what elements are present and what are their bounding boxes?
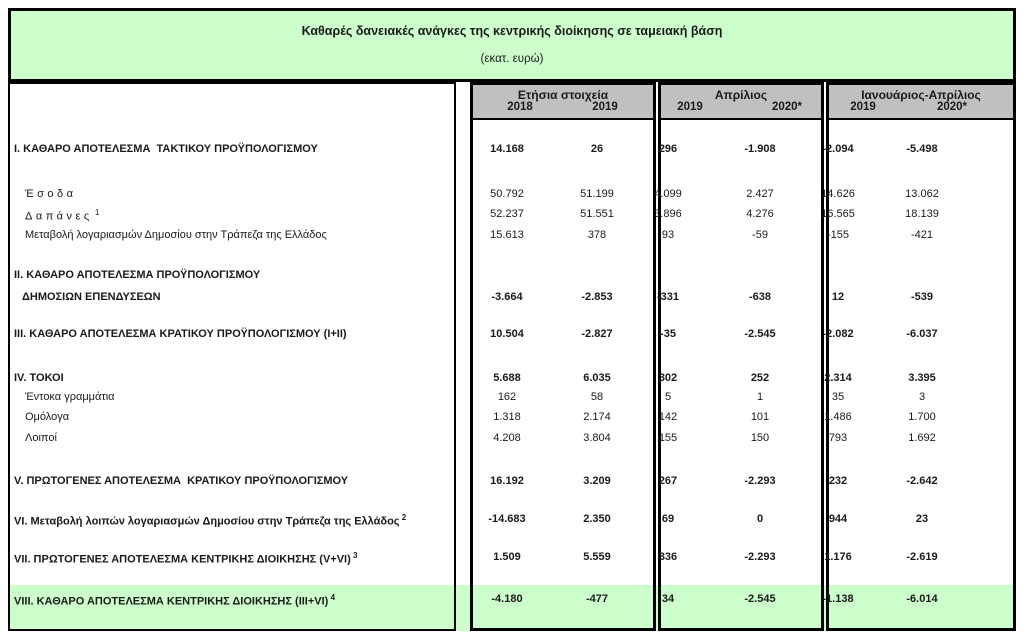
value-cell: 101 <box>750 411 770 423</box>
value-cell: 336 <box>658 551 678 563</box>
value-cell: -155 <box>826 229 850 241</box>
column-group-box <box>826 82 1016 631</box>
table-row <box>8 372 1016 388</box>
value-cell: -14.683 <box>488 513 526 525</box>
value-cell: 155 <box>658 432 678 444</box>
value-cell: 302 <box>658 372 678 384</box>
value-cell: 1.318 <box>493 411 521 423</box>
value-cell: 58 <box>590 391 604 403</box>
value-cell: 1.509 <box>493 551 521 563</box>
table-title: Καθαρές δανειακές ανάγκες της κεντρικής διοίκησης σε ταμειακή βάση <box>301 24 723 38</box>
value-cell: 69 <box>661 513 675 525</box>
value-cell: 1.692 <box>908 432 936 444</box>
value-cell: -6.037 <box>906 328 938 340</box>
value-cell: -2.545 <box>744 328 776 340</box>
row-label: Έσοδα <box>25 188 77 200</box>
table-row <box>8 513 1016 529</box>
table-row <box>8 269 1016 285</box>
value-cell: 2.350 <box>583 513 611 525</box>
row-label: Ομόλογα <box>25 411 70 423</box>
value-cell: 3.395 <box>908 372 936 384</box>
value-cell: 944 <box>828 513 848 525</box>
table-row <box>8 475 1016 491</box>
row-label: VII. ΠΡΩΤΟΓΕΝΕΣ ΑΠΟΤΕΛΕΣΜΑ ΚΕΝΤΡΙΚΗΣ ΔΙΟΙΚΗΣΗΣ (V+VI) $^3$ <box>14 551 358 566</box>
value-cell: -5.498 <box>906 143 938 155</box>
value-cell: -638 <box>748 291 772 303</box>
value-cell: 12 <box>831 291 845 303</box>
column-group-label: Απρίλιος <box>714 88 768 102</box>
table-row <box>8 551 1016 567</box>
row-label-column-box <box>8 82 456 631</box>
value-cell: 150 <box>750 432 770 444</box>
row-label: V. ΠΡΩΤΟΓΕΝΕΣ ΑΠΟΤΕΛΕΣΜΑ ΚΡΑΤΙΚΟΥ ΠΡΟΫΠΟΛΟΓΙΣΜΟΥ <box>14 475 349 487</box>
column-group-box <box>658 82 824 631</box>
table-row <box>8 432 1016 448</box>
value-cell: -477 <box>585 593 609 605</box>
value-cell: 793 <box>828 432 848 444</box>
value-cell: 16.565 <box>821 208 855 220</box>
year-header: 2019 <box>850 101 876 113</box>
column-group-label: Ετήσια στοιχεία <box>517 88 609 102</box>
row-label: III. ΚΑΘΑΡΟ ΑΠΟΤΕΛΕΣΜΑ ΚΡΑΤΙΚΟΥ ΠΡΟΫΠΟΛΟΓΙΣΜΟΥ (Ι+ΙΙ) <box>14 328 347 340</box>
main-table <box>8 82 1016 631</box>
row-label: IV. ΤΟΚΟΙ <box>14 372 64 384</box>
footnote-marker: 1 <box>92 208 100 217</box>
value-cell: -2.545 <box>744 593 776 605</box>
value-cell: -2.293 <box>744 475 776 487</box>
row-label: VIII. ΚΑΘΑΡΟ ΑΠΟΤΕΛΕΣΜΑ ΚΕΝΤΡΙΚΗΣ ΔΙΟΙΚΗΣΗΣ (ΙΙΙ+VΙ) $^4$ <box>14 593 336 608</box>
table-row <box>8 411 1016 427</box>
value-cell: 5.688 <box>493 372 521 384</box>
value-cell: 0 <box>756 513 764 525</box>
value-cell: -539 <box>910 291 934 303</box>
value-cell: -1.908 <box>744 143 776 155</box>
footnote-marker: 2 <box>399 513 407 522</box>
year-header: 2019 <box>677 101 703 113</box>
value-cell: 51.199 <box>580 188 614 200</box>
value-cell: 4.099 <box>654 188 682 200</box>
table-row <box>8 188 1016 204</box>
value-cell: 15.613 <box>490 229 524 241</box>
value-cell: 142 <box>658 411 678 423</box>
value-cell: 3.209 <box>583 475 611 487</box>
value-cell: 6.035 <box>583 372 611 384</box>
value-cell: 14.168 <box>490 143 524 155</box>
value-cell: -2.094 <box>822 143 854 155</box>
value-cell: 14.626 <box>821 188 855 200</box>
value-cell: -2.642 <box>906 475 938 487</box>
row-label: VI. Μεταβολή λοιπών λογαριασμών Δημοσίου στην Τράπεζα της Ελλάδος $^2$ <box>14 513 407 528</box>
value-cell: 5 <box>664 391 672 403</box>
year-header: 2018 <box>507 101 533 113</box>
value-cell: 5.559 <box>583 551 611 563</box>
value-cell: 35 <box>831 391 845 403</box>
table-row <box>8 328 1016 344</box>
value-cell: 3.804 <box>583 432 611 444</box>
year-header: 2020* <box>936 101 968 113</box>
table-unit: (εκατ. ευρώ) <box>480 53 544 65</box>
value-cell: 93 <box>661 229 675 241</box>
value-cell: -2.853 <box>581 291 613 303</box>
column-group-label: Ιανουάριος-Απρίλιος <box>861 88 981 102</box>
value-cell: 18.139 <box>905 208 939 220</box>
value-cell: -2.082 <box>822 328 854 340</box>
value-cell: 3.896 <box>654 208 682 220</box>
value-cell: 1.486 <box>824 411 852 423</box>
row-label: ΔΗΜΟΣΙΩΝ ΕΠΕΝΔΥΣΕΩΝ <box>22 291 161 303</box>
value-cell: -59 <box>752 229 768 241</box>
value-cell: -1.138 <box>822 593 854 605</box>
value-cell: 51.551 <box>580 208 614 220</box>
value-cell: -2.293 <box>744 551 776 563</box>
value-cell: 26 <box>590 143 604 155</box>
value-cell: -331 <box>656 291 680 303</box>
value-cell: 232 <box>828 475 848 487</box>
table-row <box>8 143 1016 159</box>
table-row <box>8 291 1016 307</box>
row-label: I. ΚΑΘΑΡΟ ΑΠΟΤΕΛΕΣΜΑ ΤΑΚΤΙΚΟΥ ΠΡΟΫΠΟΛΟΓΙΣΜΟΥ <box>14 143 318 155</box>
value-cell: 267 <box>658 475 678 487</box>
value-cell: -3.664 <box>491 291 523 303</box>
value-cell: -6.014 <box>906 593 938 605</box>
value-cell: 4.208 <box>493 432 521 444</box>
value-cell: 16.192 <box>490 475 524 487</box>
value-cell: 252 <box>750 372 770 384</box>
table-row <box>8 391 1016 407</box>
value-cell: 2.174 <box>583 411 611 423</box>
table-row <box>8 229 1016 245</box>
value-cell: -421 <box>910 229 934 241</box>
row-label: II. ΚΑΘΑΡΟ ΑΠΟΤΕΛΕΣΜΑ ΠΡΟΫΠΟΛΟΓΙΣΜΟΥ <box>14 269 261 281</box>
table-row <box>8 208 1016 224</box>
footnote-marker: 4 <box>328 593 336 602</box>
value-cell: 50.792 <box>490 188 524 200</box>
value-cell: -2.619 <box>906 551 938 563</box>
value-cell: -35 <box>660 328 676 340</box>
value-cell: 2.427 <box>746 188 774 200</box>
value-cell: 296 <box>658 143 678 155</box>
row-label: Έντοκα γραμμάτια <box>25 391 115 403</box>
table-row <box>8 593 1016 609</box>
value-cell: 162 <box>497 391 517 403</box>
value-cell: 1 <box>756 391 764 403</box>
year-header: 2019 <box>592 101 618 113</box>
column-group-box <box>470 82 656 631</box>
table-title-box <box>8 8 1016 82</box>
value-cell: -4.180 <box>491 593 523 605</box>
footnote-marker: 3 <box>350 551 358 560</box>
row-label: Μεταβολή λογαριασμών Δημοσίου στην Τράπεζα της Ελλάδος <box>25 229 327 241</box>
value-cell: 10.504 <box>490 328 524 340</box>
value-cell: 1.176 <box>824 551 852 563</box>
row-label: Λοιποί <box>25 432 57 444</box>
value-cell: 3 <box>918 391 926 403</box>
value-cell: 23 <box>915 513 929 525</box>
value-cell: 2.314 <box>824 372 852 384</box>
value-cell: 13.062 <box>905 188 939 200</box>
value-cell: 4.276 <box>746 208 774 220</box>
value-cell: 1.700 <box>908 411 936 423</box>
value-cell: 52.237 <box>490 208 524 220</box>
value-cell: -2.827 <box>581 328 613 340</box>
value-cell: 378 <box>587 229 607 241</box>
year-header: 2020* <box>771 101 803 113</box>
row-label: Δαπάνες $^1$ <box>25 208 100 223</box>
value-cell: 34 <box>661 593 675 605</box>
